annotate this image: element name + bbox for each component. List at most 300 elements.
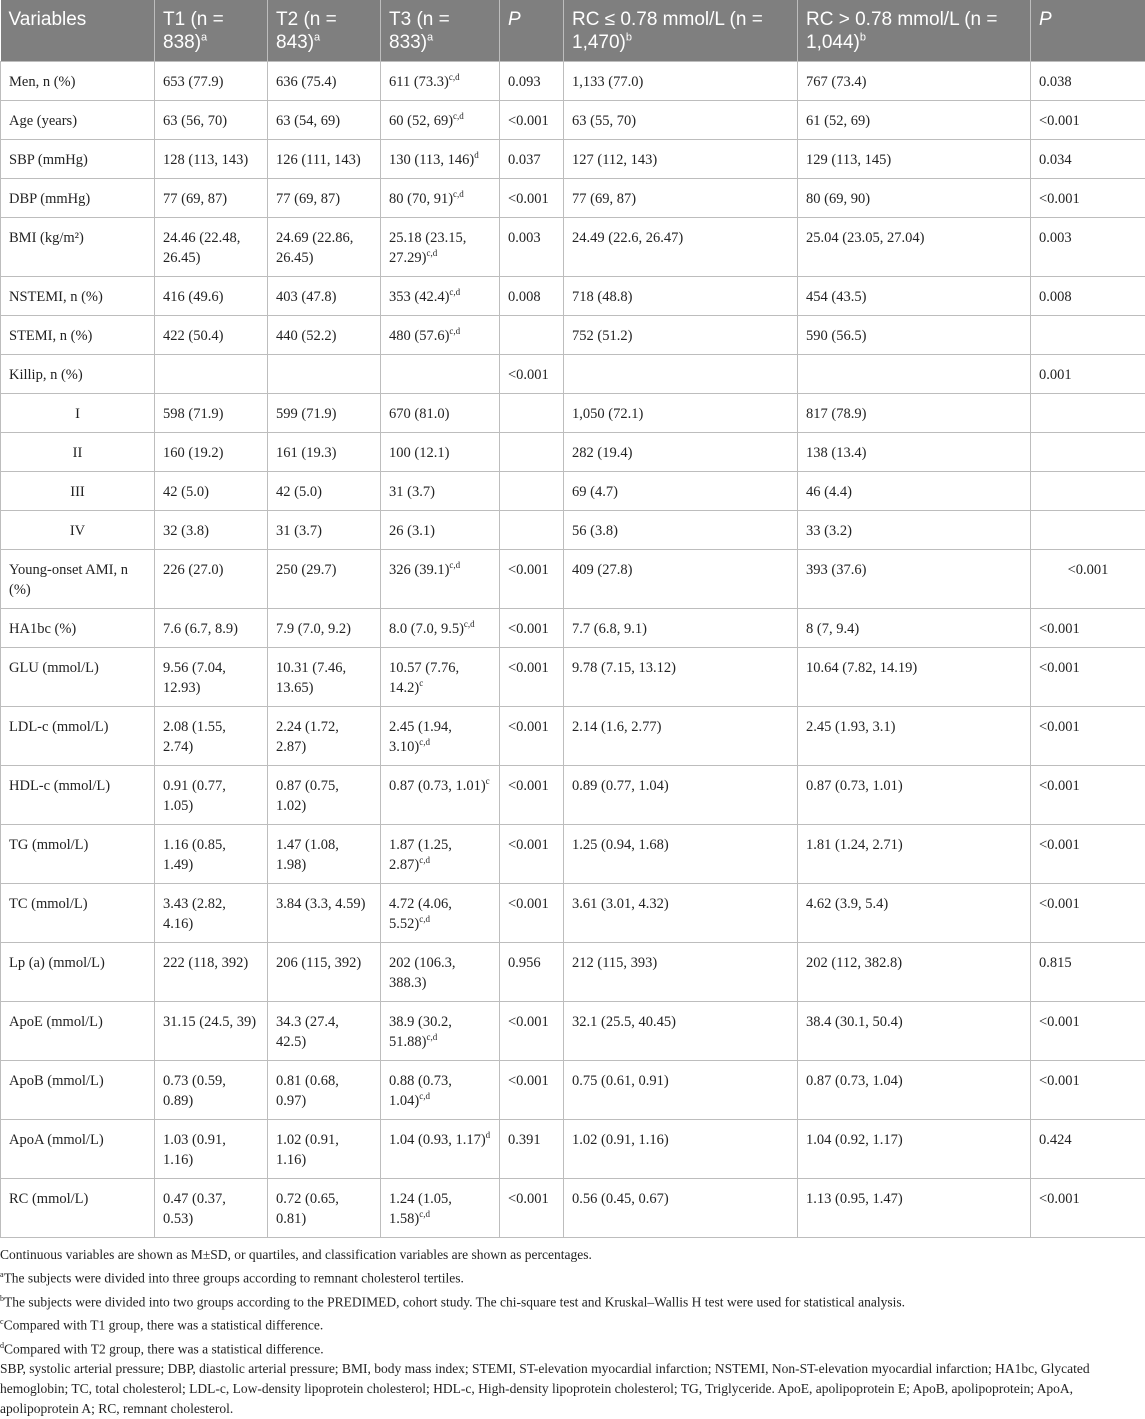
table-cell — [1031, 315, 1145, 354]
cell-text: 440 (52.2) — [276, 328, 336, 344]
cell-text: 0.008 — [508, 289, 541, 305]
cell-text: 0.75 (0.61, 0.91) — [572, 1073, 669, 1089]
table-cell — [500, 824, 564, 883]
table-cell — [564, 942, 798, 1001]
table-cell — [268, 1060, 381, 1119]
table-cell — [1031, 354, 1145, 393]
table-cell — [1031, 432, 1145, 471]
cell-text: 0.038 — [1039, 74, 1072, 90]
cell-text: 752 (51.2) — [572, 328, 632, 344]
cell-text: 24.46 (22.48, 26.45) — [163, 230, 240, 266]
table-cell — [1031, 393, 1145, 432]
cell-text: 127 (112, 143) — [572, 152, 657, 168]
column-header-label: RC ≤ 0.78 mmol/L (n = 1,470) — [572, 9, 763, 53]
cell-text: 80 (70, 91) — [389, 191, 453, 207]
footnote-marker: b — [0, 1294, 4, 1303]
table-cell — [381, 1119, 500, 1178]
footnote-marker: c — [0, 1317, 4, 1326]
cell-text: 353 (42.4) — [389, 289, 449, 305]
table-cell — [268, 100, 381, 139]
row-label-cell — [1, 765, 155, 824]
column-header-variables — [1, 0, 155, 61]
footnote-text: The subjects were divided into three groups according to remnant cholesterol tertiles. — [4, 1271, 464, 1286]
table-cell — [381, 100, 500, 139]
cell-text: 42 (5.0) — [163, 484, 209, 500]
cell-text: <0.001 — [508, 621, 549, 637]
table-row — [1, 549, 1145, 608]
table-cell — [500, 61, 564, 100]
table-row — [1, 510, 1145, 549]
cell-text: 4.62 (3.9, 5.4) — [806, 896, 888, 912]
footnote-marker: b — [626, 32, 632, 44]
table-cell — [798, 178, 1031, 217]
cell-text: 25.18 (23.15, 27.29) — [389, 230, 466, 266]
table-cell — [155, 608, 268, 647]
cell-text: <0.001 — [508, 896, 549, 912]
row-label-cell — [1, 1119, 155, 1178]
table-row — [1, 883, 1145, 942]
table-cell — [564, 217, 798, 276]
footnote-marker: c,d — [426, 248, 437, 258]
cell-text: 1.03 (0.91, 1.16) — [163, 1132, 226, 1168]
cell-text: <0.001 — [1039, 1014, 1080, 1030]
column-header-2 — [268, 0, 381, 61]
cell-text: 409 (27.8) — [572, 562, 632, 578]
table-row — [1, 276, 1145, 315]
row-label-cell — [1, 706, 155, 765]
cell-text: 25.04 (23.05, 27.04) — [806, 230, 924, 246]
table-cell — [798, 432, 1031, 471]
row-label-cell — [1, 354, 155, 393]
table-cell — [564, 1119, 798, 1178]
cell-text: <0.001 — [1039, 621, 1080, 637]
table-cell — [798, 100, 1031, 139]
table-row — [1, 608, 1145, 647]
row-label-cell — [1, 100, 155, 139]
cell-text: 24.69 (22.86, 26.45) — [276, 230, 353, 266]
cell-text: 0.037 — [508, 152, 541, 168]
footnote — [0, 1336, 1145, 1360]
table-cell — [500, 139, 564, 178]
table-row — [1, 1119, 1145, 1178]
cell-text: 670 (81.0) — [389, 406, 449, 422]
table-cell — [155, 217, 268, 276]
table-cell — [1031, 549, 1145, 608]
table-cell — [381, 765, 500, 824]
cell-text: 60 (52, 69) — [389, 113, 453, 129]
footnote-marker: a — [314, 32, 320, 44]
footnote-marker: c,d — [419, 1091, 430, 1101]
cell-text: 9.78 (7.15, 13.12) — [572, 660, 676, 676]
cell-text: 77 (69, 87) — [276, 191, 340, 207]
cell-text: ApoA (mmol/L) — [9, 1132, 104, 1148]
table-cell — [155, 432, 268, 471]
table-cell — [268, 471, 381, 510]
footnote — [0, 1245, 1145, 1265]
table-cell — [268, 942, 381, 1001]
table-cell — [381, 217, 500, 276]
header-row — [1, 0, 1145, 61]
footnote-marker: c,d — [453, 189, 464, 199]
cell-text: 10.31 (7.46, 13.65) — [276, 660, 346, 696]
table-cell — [1031, 471, 1145, 510]
table-cell — [798, 276, 1031, 315]
cell-text: <0.001 — [508, 660, 549, 676]
table-cell — [798, 354, 1031, 393]
table-cell — [798, 824, 1031, 883]
cell-text: 416 (49.6) — [163, 289, 223, 305]
table-cell — [268, 276, 381, 315]
cell-text: TC (mmol/L) — [9, 896, 88, 912]
cell-text: 403 (47.8) — [276, 289, 336, 305]
cell-text: 767 (73.4) — [806, 74, 866, 90]
table-row — [1, 471, 1145, 510]
cell-text: 599 (71.9) — [276, 406, 336, 422]
table-cell — [1031, 1119, 1145, 1178]
cell-text: BMI (kg/m²) — [9, 230, 84, 246]
table-cell — [798, 1178, 1031, 1237]
cell-text: 32.1 (25.5, 40.45) — [572, 1014, 676, 1030]
table-cell — [500, 276, 564, 315]
cell-text: <0.001 — [1039, 191, 1080, 207]
table-cell — [268, 883, 381, 942]
row-label-cell — [1, 510, 155, 549]
cell-text: 0.003 — [1039, 230, 1072, 246]
cell-text: 160 (19.2) — [163, 445, 223, 461]
cell-text: <0.001 — [508, 719, 549, 735]
table-cell — [381, 647, 500, 706]
column-header-3 — [381, 0, 500, 61]
cell-text: HA1bc (%) — [9, 621, 76, 637]
cell-text: 77 (69, 87) — [163, 191, 227, 207]
table-row — [1, 100, 1145, 139]
table-row — [1, 706, 1145, 765]
cell-text: DBP (mmHg) — [9, 191, 90, 207]
footnote-text: Compared with T2 group, there was a statistical difference. — [4, 1341, 324, 1356]
cell-text: 9.56 (7.04, 12.93) — [163, 660, 226, 696]
cell-text: <0.001 — [1039, 719, 1080, 735]
cell-text: 590 (56.5) — [806, 328, 866, 344]
cell-text: GLU (mmol/L) — [9, 660, 99, 676]
table-cell — [500, 883, 564, 942]
table-row — [1, 1178, 1145, 1237]
cell-text: 202 (106.3, 388.3) — [389, 955, 455, 991]
row-label-cell — [1, 471, 155, 510]
cell-text: 0.81 (0.68, 0.97) — [276, 1073, 339, 1109]
table-cell — [268, 315, 381, 354]
cell-text: 480 (57.6) — [389, 328, 449, 344]
table-cell — [155, 706, 268, 765]
cell-text: 611 (73.3) — [389, 74, 449, 90]
table-cell — [268, 824, 381, 883]
cell-text: Killip, n (%) — [9, 367, 83, 383]
cell-text: 161 (19.3) — [276, 445, 336, 461]
row-label-cell — [1, 61, 155, 100]
table-cell — [564, 178, 798, 217]
cell-text: <0.001 — [1068, 562, 1109, 578]
cell-text: 422 (50.4) — [163, 328, 223, 344]
cell-text: <0.001 — [508, 778, 549, 794]
footnote-marker: a — [0, 1270, 4, 1279]
table-cell — [381, 276, 500, 315]
cell-text: 31.15 (24.5, 39) — [163, 1014, 256, 1030]
cell-text: 31 (3.7) — [276, 523, 322, 539]
row-label-cell — [1, 608, 155, 647]
table-cell — [564, 432, 798, 471]
table-cell — [381, 824, 500, 883]
table-cell — [381, 1060, 500, 1119]
footnote-marker: c — [486, 776, 490, 786]
table-cell — [564, 1001, 798, 1060]
cell-text: 326 (39.1) — [389, 562, 449, 578]
cell-text: Age (years) — [9, 113, 77, 129]
cell-text: 2.08 (1.55, 2.74) — [163, 719, 226, 755]
cell-text: 0.001 — [1039, 367, 1072, 383]
table-cell — [155, 1178, 268, 1237]
cell-text: <0.001 — [1039, 113, 1080, 129]
cell-text: 7.6 (6.7, 8.9) — [163, 621, 238, 637]
cell-text: 2.45 (1.93, 3.1) — [806, 719, 895, 735]
cell-text: STEMI, n (%) — [9, 328, 92, 344]
table-cell — [500, 1060, 564, 1119]
table-cell — [381, 354, 500, 393]
table-cell — [500, 1001, 564, 1060]
table-cell — [1031, 942, 1145, 1001]
table-cell — [1031, 1060, 1145, 1119]
table-cell — [500, 354, 564, 393]
footnote-marker: c,d — [426, 1032, 437, 1042]
footnote-marker: d — [0, 1341, 4, 1350]
table-cell — [1031, 647, 1145, 706]
table-cell — [1031, 1178, 1145, 1237]
row-label-cell — [1, 276, 155, 315]
cell-text: 212 (115, 393) — [572, 955, 657, 971]
table-row — [1, 217, 1145, 276]
row-label-cell — [1, 217, 155, 276]
cell-text: 718 (48.8) — [572, 289, 632, 305]
table-cell — [564, 393, 798, 432]
cell-text: 0.815 — [1039, 955, 1072, 971]
table-cell — [268, 354, 381, 393]
cell-text: IV — [70, 523, 85, 539]
cell-text: 1.02 (0.91, 1.16) — [276, 1132, 339, 1168]
cell-text: 77 (69, 87) — [572, 191, 636, 207]
cell-text: <0.001 — [508, 837, 549, 853]
footnote-marker: c,d — [449, 560, 460, 570]
column-header-label: T2 (n = 843) — [276, 9, 337, 53]
table-cell — [381, 549, 500, 608]
footnote-marker: c,d — [449, 287, 460, 297]
footnote — [0, 1289, 1145, 1313]
table-cell — [500, 765, 564, 824]
table-cell — [381, 178, 500, 217]
table-cell — [1031, 178, 1145, 217]
table-cell — [564, 1178, 798, 1237]
cell-text: <0.001 — [508, 367, 549, 383]
cell-text: 202 (112, 382.8) — [806, 955, 902, 971]
table-cell — [268, 217, 381, 276]
cell-text: <0.001 — [508, 113, 549, 129]
cell-text: NSTEMI, n (%) — [9, 289, 103, 305]
cell-text: 282 (19.4) — [572, 445, 632, 461]
cell-text: 1,133 (77.0) — [572, 74, 643, 90]
cell-text: HDL-c (mmol/L) — [9, 778, 110, 794]
column-header-5 — [564, 0, 798, 61]
table-cell — [381, 510, 500, 549]
table-cell — [564, 276, 798, 315]
cell-text: 129 (113, 145) — [806, 152, 891, 168]
footnote-marker: d — [486, 1130, 491, 1140]
table-cell — [381, 608, 500, 647]
cell-text: 0.956 — [508, 955, 541, 971]
cell-text: 63 (55, 70) — [572, 113, 636, 129]
cell-text: 33 (3.2) — [806, 523, 852, 539]
table-cell — [500, 432, 564, 471]
cell-text: 2.14 (1.6, 2.77) — [572, 719, 661, 735]
table-cell — [500, 100, 564, 139]
footnote-marker: d — [474, 150, 479, 160]
cell-text: 38.4 (30.1, 50.4) — [806, 1014, 903, 1030]
footnote-marker: c,d — [449, 72, 460, 82]
table-cell — [155, 1060, 268, 1119]
table-cell — [798, 549, 1031, 608]
table-cell — [500, 315, 564, 354]
cell-text: 0.87 (0.73, 1.01) — [806, 778, 903, 794]
cell-text: 0.424 — [1039, 1132, 1072, 1148]
table-row — [1, 647, 1145, 706]
cell-text: SBP (mmHg) — [9, 152, 88, 168]
table-cell — [381, 942, 500, 1001]
footnote-text: Continuous variables are shown as M±SD, or quartiles, and classification variables are shown as percentages. — [0, 1247, 592, 1262]
table-cell — [268, 1178, 381, 1237]
table-row — [1, 1001, 1145, 1060]
cell-text: <0.001 — [508, 1073, 549, 1089]
table-cell — [155, 139, 268, 178]
table-cell — [564, 706, 798, 765]
cell-text: 0.87 (0.73, 1.04) — [806, 1073, 903, 1089]
footnote-marker: c,d — [419, 737, 430, 747]
table-cell — [155, 1001, 268, 1060]
table-cell — [381, 61, 500, 100]
table-cell — [155, 61, 268, 100]
cell-text: 454 (43.5) — [806, 289, 866, 305]
footnote-marker: a — [427, 32, 433, 44]
table-cell — [268, 178, 381, 217]
cell-text: 2.24 (1.72, 2.87) — [276, 719, 339, 755]
footnote-marker: b — [860, 32, 866, 44]
cell-text: ApoE (mmol/L) — [9, 1014, 103, 1030]
table-cell — [381, 883, 500, 942]
cell-text: 46 (4.4) — [806, 484, 852, 500]
row-label-cell — [1, 178, 155, 217]
table-cell — [155, 883, 268, 942]
cell-text: 138 (13.4) — [806, 445, 866, 461]
cell-text: 2.45 (1.94, 3.10) — [389, 719, 452, 755]
table-cell — [1031, 824, 1145, 883]
cell-text: 393 (37.6) — [806, 562, 866, 578]
table-cell — [564, 61, 798, 100]
table-cell — [798, 608, 1031, 647]
cell-text: 1.13 (0.95, 1.47) — [806, 1191, 903, 1207]
table-cell — [798, 1119, 1031, 1178]
column-header-4 — [500, 0, 564, 61]
footnote — [0, 1265, 1145, 1289]
table-cell — [268, 608, 381, 647]
cell-text: 0.91 (0.77, 1.05) — [163, 778, 226, 814]
cell-text: 1.02 (0.91, 1.16) — [572, 1132, 669, 1148]
footnote-marker: c,d — [419, 914, 430, 924]
cell-text: LDL-c (mmol/L) — [9, 719, 108, 735]
table-cell — [500, 608, 564, 647]
table-cell — [268, 61, 381, 100]
table-cell — [381, 1001, 500, 1060]
cell-text: 3.61 (3.01, 4.32) — [572, 896, 669, 912]
footnote-marker: c,d — [419, 1209, 430, 1219]
cell-text: 598 (71.9) — [163, 406, 223, 422]
cell-text: 1.47 (1.08, 1.98) — [276, 837, 339, 873]
cell-text: 1.04 (0.92, 1.17) — [806, 1132, 903, 1148]
cell-text: 1.04 (0.93, 1.17) — [389, 1132, 486, 1148]
table-cell — [381, 432, 500, 471]
cell-text: 1.87 (1.25, 2.87) — [389, 837, 452, 873]
table-row — [1, 354, 1145, 393]
table-cell — [500, 217, 564, 276]
table-row — [1, 432, 1145, 471]
cell-text: <0.001 — [1039, 837, 1080, 853]
cell-text: III — [70, 484, 85, 500]
cell-text: <0.001 — [1039, 660, 1080, 676]
row-label-cell — [1, 1001, 155, 1060]
cell-text: 63 (54, 69) — [276, 113, 340, 129]
row-label-cell — [1, 647, 155, 706]
table-cell — [268, 1001, 381, 1060]
cell-text: 63 (56, 70) — [163, 113, 227, 129]
table-cell — [564, 549, 798, 608]
table-cell — [268, 765, 381, 824]
table-cell — [155, 647, 268, 706]
cell-text: 817 (78.9) — [806, 406, 866, 422]
table-cell — [1031, 608, 1145, 647]
cell-text: 0.56 (0.45, 0.67) — [572, 1191, 669, 1207]
table-cell — [798, 883, 1031, 942]
cell-text: 206 (115, 392) — [276, 955, 361, 971]
table-cell — [798, 510, 1031, 549]
footnote-marker: c — [419, 678, 423, 688]
table-cell — [1031, 139, 1145, 178]
table-cell — [155, 276, 268, 315]
table-cell — [500, 647, 564, 706]
table-cell — [155, 765, 268, 824]
column-header-label: P — [508, 9, 521, 30]
table-cell — [1031, 1001, 1145, 1060]
table-cell — [564, 354, 798, 393]
cell-text: 0.008 — [1039, 289, 1072, 305]
table-cell — [1031, 217, 1145, 276]
table-cell — [500, 471, 564, 510]
footnote-marker: c,d — [419, 855, 430, 865]
table-cell — [381, 1178, 500, 1237]
cell-text: <0.001 — [508, 1014, 549, 1030]
table-cell — [268, 432, 381, 471]
cell-text: 8.0 (7.0, 9.5) — [389, 621, 464, 637]
footnote-marker: c,d — [449, 326, 460, 336]
row-label-cell — [1, 1060, 155, 1119]
cell-text: 3.43 (2.82, 4.16) — [163, 896, 226, 932]
table-cell — [500, 1178, 564, 1237]
cell-text: 26 (3.1) — [389, 523, 435, 539]
table-cell — [564, 471, 798, 510]
table-cell — [564, 824, 798, 883]
